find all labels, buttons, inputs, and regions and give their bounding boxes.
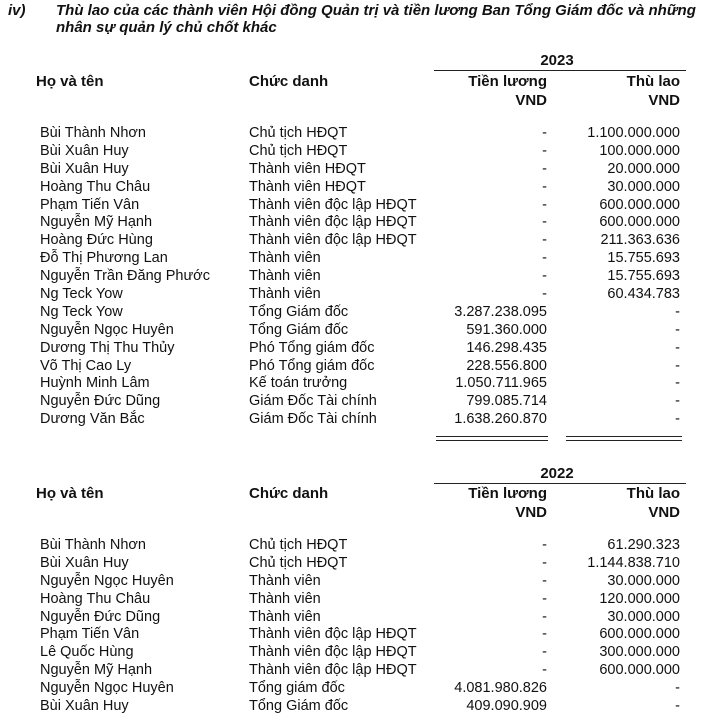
cell-salary: -	[542, 537, 547, 553]
cell-remuneration: -	[675, 321, 680, 338]
year-label: 2022	[540, 465, 574, 482]
table-row	[0, 161, 720, 179]
column-header-salary	[410, 484, 547, 522]
table-row	[0, 662, 720, 680]
cell-name: Phạm Tiến Vân	[40, 626, 140, 643]
column-header-remuneration	[560, 72, 680, 110]
cell-role: Tổng Giám đốc	[249, 303, 349, 320]
cell-role: Thành viên	[249, 608, 321, 625]
table-row	[0, 340, 720, 358]
cell-remuneration: 30.000.000	[607, 608, 680, 625]
cell-name: Dương Văn Bắc	[40, 411, 145, 428]
cell-salary: -	[542, 662, 547, 679]
cell-name: Đỗ Thị Phương Lan	[40, 250, 168, 267]
cell-remuneration: -	[675, 393, 680, 410]
cell-remuneration: 1.144.838.710	[587, 554, 680, 571]
cell-role: Thành viên	[249, 572, 321, 589]
cell-name: Ng Teck Yow	[40, 303, 123, 320]
cell-remuneration: 15.755.693	[607, 250, 680, 267]
table-row	[0, 125, 720, 143]
table-row	[0, 555, 720, 573]
cell-name: Nguyễn Mỹ Hạnh	[40, 214, 153, 231]
cell-remuneration: 120.000.000	[599, 590, 680, 607]
cell-name: Bùi Thành Nhơn	[40, 125, 146, 141]
cell-role: Giám Đốc Tài chính	[249, 393, 377, 410]
cell-name: Phạm Tiến Vân	[40, 196, 140, 213]
salary-header-unit: VND	[515, 504, 547, 521]
column-header-salary	[410, 72, 547, 110]
cell-salary: -	[542, 142, 547, 159]
table-row	[0, 626, 720, 644]
cell-remuneration: 600.000.000	[599, 196, 680, 213]
remuneration-header-unit: VND	[648, 92, 680, 109]
cell-salary: -	[542, 608, 547, 625]
cell-name: Bùi Thành Nhơn	[40, 537, 146, 553]
cell-role: Thành viên	[249, 250, 321, 267]
cell-salary: 409.090.909	[466, 698, 547, 715]
cell-salary: -	[542, 286, 547, 303]
cell-role: Thành viên HĐQT	[249, 178, 366, 195]
cell-salary: 591.360.000	[466, 321, 547, 338]
cell-role: Giám Đốc Tài chính	[249, 411, 377, 428]
cell-name: Ng Teck Yow	[40, 286, 123, 303]
cell-name: Hoàng Thu Châu	[40, 590, 151, 607]
table-row	[0, 197, 720, 215]
cell-role: Thành viên độc lập HĐQT	[249, 662, 417, 679]
year-underline	[434, 70, 686, 71]
salary-total-rule	[436, 436, 548, 441]
cell-role: Chủ tịch HĐQT	[249, 142, 348, 159]
cell-remuneration: -	[675, 411, 680, 428]
cell-salary: -	[542, 590, 547, 607]
remuneration-total-rule	[566, 436, 682, 441]
cell-remuneration: 30.000.000	[607, 572, 680, 589]
remuneration-header-unit: VND	[648, 504, 680, 521]
cell-salary: 228.556.800	[466, 357, 547, 374]
table-row	[0, 537, 720, 555]
cell-name: Nguyễn Ngọc Huyên	[40, 680, 174, 697]
cell-name: Võ Thị Cao Ly	[40, 357, 132, 374]
section-number: iv)	[8, 2, 26, 19]
table-row	[0, 573, 720, 591]
cell-salary: 3.287.238.095	[454, 303, 547, 320]
table-row	[0, 179, 720, 197]
cell-name: Nguyễn Ngọc Huyên	[40, 572, 174, 589]
cell-role: Phó Tổng giám đốc	[249, 357, 375, 374]
cell-salary: -	[542, 644, 547, 661]
cell-salary: -	[542, 250, 547, 267]
table-row	[0, 393, 720, 411]
cell-remuneration: 20.000.000	[607, 160, 680, 177]
year-label: 2023	[540, 52, 574, 69]
salary-header-label: Tiền lương	[468, 73, 547, 90]
table-row	[0, 698, 720, 716]
cell-role: Thành viên độc lập HĐQT	[249, 644, 417, 661]
table-row	[0, 214, 720, 232]
column-header-role: Chức danh	[249, 485, 329, 502]
cell-name: Nguyễn Đức Dũng	[40, 393, 161, 410]
cell-salary: -	[542, 268, 547, 285]
cell-remuneration: 300.000.000	[599, 644, 680, 661]
cell-role: Kế toán trưởng	[249, 375, 348, 392]
cell-role: Thành viên HĐQT	[249, 160, 366, 177]
cell-salary: 1.050.711.965	[455, 375, 547, 392]
table-body-2022	[0, 537, 720, 716]
salary-header-label: Tiền lương	[468, 485, 547, 502]
cell-name: Huỳnh Minh Lâm	[40, 375, 150, 392]
cell-salary: 4.081.980.826	[454, 680, 547, 697]
cell-name: Bùi Xuân Huy	[40, 160, 129, 177]
cell-role: Thành viên độc lập HĐQT	[249, 232, 417, 249]
table-body-2023	[0, 125, 720, 429]
cell-name: Bùi Xuân Huy	[40, 698, 129, 715]
cell-salary: -	[542, 232, 547, 249]
cell-name: Bùi Xuân Huy	[40, 554, 129, 571]
table-row	[0, 250, 720, 268]
cell-role: Thành viên	[249, 268, 321, 285]
table-row	[0, 268, 720, 286]
cell-salary: -	[542, 572, 547, 589]
cell-name: Nguyễn Mỹ Hạnh	[40, 662, 153, 679]
cell-role: Thành viên độc lập HĐQT	[249, 214, 417, 231]
remuneration-header-label: Thù lao	[626, 73, 680, 90]
cell-salary: -	[542, 214, 547, 231]
cell-name: Hoàng Thu Châu	[40, 178, 151, 195]
cell-name: Dương Thị Thu Thủy	[40, 339, 175, 356]
cell-remuneration: -	[675, 680, 680, 697]
remuneration-header-label: Thù lao	[626, 485, 680, 502]
cell-name: Nguyễn Đức Dũng	[40, 608, 161, 625]
cell-name: Hoàng Đức Hùng	[40, 232, 153, 249]
cell-remuneration: 30.000.000	[607, 178, 680, 195]
cell-salary: -	[542, 554, 547, 571]
cell-name: Bùi Xuân Huy	[40, 142, 129, 159]
table-row	[0, 358, 720, 376]
cell-remuneration: 211.363.636	[600, 232, 680, 249]
cell-salary: 146.298.435	[466, 339, 547, 356]
cell-role: Tổng Giám đốc	[249, 698, 349, 715]
table-row	[0, 411, 720, 429]
cell-remuneration: 600.000.000	[599, 214, 680, 231]
cell-remuneration: 600.000.000	[599, 662, 680, 679]
cell-role: Tổng Giám đốc	[249, 321, 349, 338]
cell-name: Lê Quốc Hùng	[40, 644, 134, 661]
cell-role: Phó Tổng giám đốc	[249, 339, 375, 356]
cell-role: Chủ tịch HĐQT	[249, 537, 348, 553]
cell-role: Thành viên	[249, 286, 321, 303]
cell-remuneration: -	[675, 303, 680, 320]
table-row	[0, 609, 720, 627]
cell-role: Thành viên độc lập HĐQT	[249, 626, 417, 643]
cell-remuneration: -	[675, 339, 680, 356]
cell-name: Nguyễn Ngọc Huyên	[40, 321, 174, 338]
cell-salary: 799.085.714	[466, 393, 547, 410]
cell-salary: 1.638.260.870	[454, 411, 547, 428]
cell-salary: -	[542, 626, 547, 643]
cell-role: Tổng giám đốc	[249, 680, 345, 697]
table-row	[0, 680, 720, 698]
table-row	[0, 304, 720, 322]
cell-remuneration: 60.434.783	[607, 286, 680, 303]
cell-remuneration: -	[675, 698, 680, 715]
cell-remuneration: 1.100.000.000	[587, 125, 680, 141]
cell-salary: -	[542, 196, 547, 213]
cell-salary: -	[542, 125, 547, 141]
column-header-name: Họ và tên	[36, 485, 104, 502]
cell-role: Chủ tịch HĐQT	[249, 554, 348, 571]
table-row	[0, 143, 720, 161]
section-title: Thù lao của các thành viên Hội đồng Quản trị và tiền lương Ban Tổng Giám đốc và những nhân sự quản lý chủ chốt khác	[56, 2, 696, 36]
cell-remuneration: 100.000.000	[599, 142, 680, 159]
cell-remuneration: 61.290.323	[607, 537, 680, 553]
salary-header-unit: VND	[515, 92, 547, 109]
cell-salary: -	[542, 160, 547, 177]
column-header-name: Họ và tên	[36, 73, 104, 90]
table-row	[0, 286, 720, 304]
cell-name: Nguyễn Trần Đăng Phước	[40, 268, 210, 285]
cell-remuneration: 600.000.000	[599, 626, 680, 643]
table-row	[0, 591, 720, 609]
table-row	[0, 644, 720, 662]
cell-remuneration: -	[675, 375, 680, 392]
cell-remuneration: -	[675, 357, 680, 374]
table-row	[0, 232, 720, 250]
cell-role: Chủ tịch HĐQT	[249, 125, 348, 141]
table-row	[0, 322, 720, 340]
cell-salary: -	[542, 178, 547, 195]
cell-role: Thành viên	[249, 590, 321, 607]
cell-remuneration: 15.755.693	[607, 268, 680, 285]
table-row	[0, 375, 720, 393]
column-header-role: Chức danh	[249, 73, 329, 90]
cell-role: Thành viên độc lập HĐQT	[249, 196, 417, 213]
column-header-remuneration	[560, 484, 680, 522]
